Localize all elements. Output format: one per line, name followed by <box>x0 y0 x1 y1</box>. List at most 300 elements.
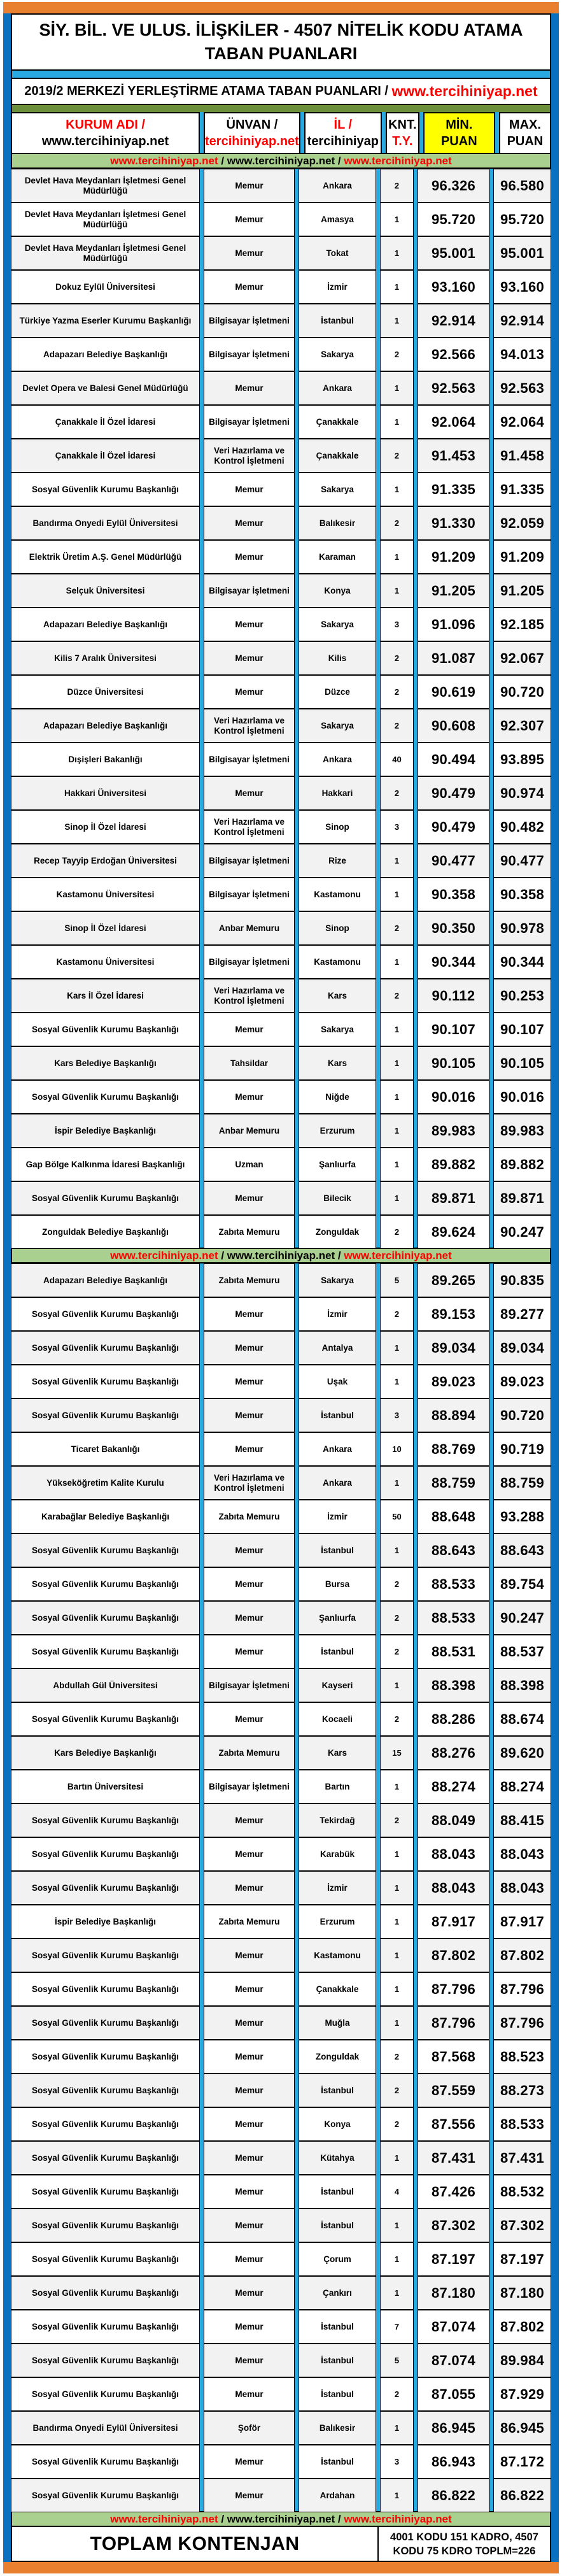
cell-max: 90.358 <box>493 878 551 911</box>
table-row <box>11 1046 551 1080</box>
cell-unvan: Memur <box>204 1534 295 1567</box>
cell-knt: 2 <box>380 709 414 743</box>
cell-il: Kars <box>299 1046 376 1080</box>
cell-kurum: Sosyal Güvenlik Kurumu Başkanlığı <box>11 2445 200 2479</box>
cell-min: 90.344 <box>418 945 489 979</box>
cell-kurum: Sosyal Güvenlik Kurumu Başkanlığı <box>11 2479 200 2512</box>
cell-min: 90.479 <box>418 776 489 810</box>
cell-knt: 5 <box>380 1263 414 1297</box>
www-separator-bar <box>11 2511 551 2527</box>
separator-text: / <box>335 154 344 167</box>
cell-min: 92.914 <box>418 304 489 338</box>
table-row <box>11 1939 551 1972</box>
table-row <box>11 1669 551 1702</box>
cell-unvan: Memur <box>204 2479 295 2512</box>
cell-il: Erzurum <box>299 1114 376 1148</box>
cell-il: Zonguldak <box>299 2040 376 2074</box>
cell-unvan: Memur <box>204 2276 295 2310</box>
separator-text: / <box>218 2512 227 2525</box>
total-quota-label: TOPLAM KONTENJAN <box>11 2526 379 2562</box>
cell-kurum: Selçuk Üniversitesi <box>11 574 200 608</box>
column-header-min-puan <box>423 112 495 154</box>
table-row <box>11 2074 551 2107</box>
cell-unvan: Bilgisayar İşletmeni <box>204 743 295 776</box>
cell-il: İzmir <box>299 1500 376 1534</box>
cell-kurum: Sosyal Güvenlik Kurumu Başkanlığı <box>11 473 200 506</box>
cell-il: Çanakkale <box>299 405 376 439</box>
cell-knt: 2 <box>380 911 414 945</box>
cell-unvan: Veri Hazırlama ve Kontrol İşletmeni <box>204 1466 295 1500</box>
cell-unvan: Veri Hazırlama ve Kontrol İşletmeni <box>204 810 295 844</box>
table-row <box>11 304 551 338</box>
cell-kurum: Sosyal Güvenlik Kurumu Başkanlığı <box>11 1871 200 1905</box>
cell-kurum: Sosyal Güvenlik Kurumu Başkanlığı <box>11 1534 200 1567</box>
column-header-knt <box>386 112 419 154</box>
table-row <box>11 1804 551 1837</box>
cell-max: 88.273 <box>493 2074 551 2107</box>
column-header-il <box>304 112 382 154</box>
cell-il: Rize <box>299 844 376 878</box>
cell-il: Kütahya <box>299 2141 376 2175</box>
cell-knt: 1 <box>380 405 414 439</box>
cell-knt: 1 <box>380 1331 414 1365</box>
cell-knt: 2 <box>380 2107 414 2141</box>
cell-unvan: Memur <box>204 1972 295 2006</box>
cell-min: 90.105 <box>418 1046 489 1080</box>
cell-unvan: Memur <box>204 2445 295 2479</box>
cell-il: Balıkesir <box>299 2411 376 2445</box>
cell-unvan: Memur <box>204 2377 295 2411</box>
cell-min: 89.023 <box>418 1365 489 1398</box>
cell-min: 88.533 <box>418 1601 489 1635</box>
column-header-unvan <box>204 112 300 154</box>
cell-kurum: Devlet Hava Meydanları İşletmesi Genel Müdürlüğü <box>11 236 200 270</box>
cell-unvan: Memur <box>204 2006 295 2040</box>
table-row <box>11 2377 551 2411</box>
table-row <box>11 574 551 608</box>
cell-max: 89.984 <box>493 2344 551 2377</box>
cell-unvan: Memur <box>204 1601 295 1635</box>
cell-kurum: Çanakkale İl Özel İdaresi <box>11 405 200 439</box>
cell-kurum: Adapazarı Belediye Başkanlığı <box>11 709 200 743</box>
cell-knt: 50 <box>380 1500 414 1534</box>
cell-knt: 3 <box>380 608 414 641</box>
cell-unvan: Şoför <box>204 2411 295 2445</box>
cell-kurum: Zonguldak Belediye Başkanlığı <box>11 1215 200 1249</box>
cell-il: Çorum <box>299 2242 376 2276</box>
cell-min: 90.016 <box>418 1080 489 1114</box>
cell-il: Ardahan <box>299 2479 376 2512</box>
cell-unvan: Memur <box>204 1080 295 1114</box>
cell-max: 92.914 <box>493 304 551 338</box>
cell-max: 92.185 <box>493 608 551 641</box>
footer-row <box>11 2526 551 2562</box>
cell-max: 93.160 <box>493 270 551 304</box>
cell-il: Uşak <box>299 1365 376 1398</box>
cell-min: 88.286 <box>418 1702 489 1736</box>
header-max-line2: PUAN <box>507 134 544 148</box>
cell-kurum: Sosyal Güvenlik Kurumu Başkanlığı <box>11 1398 200 1432</box>
cell-max: 88.523 <box>493 2040 551 2074</box>
table-row <box>11 1013 551 1046</box>
cell-unvan: Zabıta Memuru <box>204 1736 295 1770</box>
cell-min: 89.983 <box>418 1114 489 1148</box>
cell-max: 90.344 <box>493 945 551 979</box>
cell-knt: 1 <box>380 1080 414 1114</box>
cell-kurum: Adapazarı Belediye Başkanlığı <box>11 338 200 371</box>
cell-min: 88.643 <box>418 1534 489 1567</box>
cell-max: 88.759 <box>493 1466 551 1500</box>
table-row <box>11 1114 551 1148</box>
cell-il: Zonguldak <box>299 1215 376 1249</box>
separator-text: www.tercihiniyap.net <box>344 2512 452 2525</box>
cell-il: Çankırı <box>299 2276 376 2310</box>
header-knt-line1: KNT. <box>388 118 417 132</box>
cell-min: 87.431 <box>418 2141 489 2175</box>
cell-max: 89.023 <box>493 1365 551 1398</box>
cell-min: 90.479 <box>418 810 489 844</box>
cell-kurum: Dışişleri Bakanlığı <box>11 743 200 776</box>
cell-min: 88.276 <box>418 1736 489 1770</box>
cell-max: 92.064 <box>493 405 551 439</box>
cell-unvan: Bilgisayar İşletmeni <box>204 304 295 338</box>
table-row <box>11 1601 551 1635</box>
header-max-line1: MAX. <box>509 118 541 132</box>
cell-unvan: Memur <box>204 371 295 405</box>
cell-kurum: Sosyal Güvenlik Kurumu Başkanlığı <box>11 1635 200 1669</box>
cell-il: Kars <box>299 979 376 1013</box>
cell-il: Muğla <box>299 2006 376 2040</box>
cell-unvan: Memur <box>204 169 295 203</box>
cell-min: 90.494 <box>418 743 489 776</box>
cell-knt: 1 <box>380 878 414 911</box>
cell-il: Konya <box>299 574 376 608</box>
cell-unvan: Veri Hazırlama ve Kontrol İşletmeni <box>204 439 295 473</box>
cell-knt: 10 <box>380 1432 414 1466</box>
cell-min: 88.769 <box>418 1432 489 1466</box>
cell-il: İzmir <box>299 270 376 304</box>
cell-max: 88.537 <box>493 1635 551 1669</box>
cell-unvan: Zabıta Memuru <box>204 1263 295 1297</box>
header-unvan-line1: ÜNVAN / <box>226 118 278 132</box>
cell-max: 92.059 <box>493 506 551 540</box>
cell-unvan: Memur <box>204 1432 295 1466</box>
cell-max: 94.013 <box>493 338 551 371</box>
cell-kurum: Kars Belediye Başkanlığı <box>11 1736 200 1770</box>
cell-knt: 1 <box>380 1013 414 1046</box>
cell-unvan: Memur <box>204 1939 295 1972</box>
cell-kurum: Adapazarı Belediye Başkanlığı <box>11 1263 200 1297</box>
cell-il: Kars <box>299 1736 376 1770</box>
table-row <box>11 641 551 675</box>
cell-min: 87.556 <box>418 2107 489 2141</box>
cell-il: Hakkari <box>299 776 376 810</box>
cell-kurum: Sosyal Güvenlik Kurumu Başkanlığı <box>11 1331 200 1365</box>
cell-max: 87.302 <box>493 2209 551 2242</box>
cell-unvan: Bilgisayar İşletmeni <box>204 574 295 608</box>
cell-knt: 2 <box>380 1601 414 1635</box>
cell-min: 89.034 <box>418 1331 489 1365</box>
total-quota-note <box>377 2526 551 2562</box>
cell-kurum: Sosyal Güvenlik Kurumu Başkanlığı <box>11 2276 200 2310</box>
subtitle-website-link: www.tercihiniyap.net <box>391 83 538 99</box>
cell-min: 90.107 <box>418 1013 489 1046</box>
cell-il: İzmir <box>299 1297 376 1331</box>
bottom-orange-bar <box>3 2562 559 2573</box>
cell-knt: 1 <box>380 2242 414 2276</box>
cell-knt: 1 <box>380 1148 414 1181</box>
cell-unvan: Bilgisayar İşletmeni <box>204 844 295 878</box>
cell-max: 89.620 <box>493 1736 551 1770</box>
cell-max: 90.719 <box>493 1432 551 1466</box>
cell-unvan: Memur <box>204 1871 295 1905</box>
cell-kurum: Çanakkale İl Özel İdaresi <box>11 439 200 473</box>
cell-max: 88.532 <box>493 2175 551 2209</box>
cell-max: 90.247 <box>493 1215 551 1249</box>
separator-text: www.tercihiniyap.net <box>227 1249 335 1262</box>
cell-il: Ankara <box>299 1432 376 1466</box>
cell-min: 88.531 <box>418 1635 489 1669</box>
cell-max: 90.978 <box>493 911 551 945</box>
cell-knt: 1 <box>380 1871 414 1905</box>
table-row <box>11 945 551 979</box>
cell-max: 87.802 <box>493 1939 551 1972</box>
cell-il: Bartın <box>299 1770 376 1804</box>
cell-unvan: Memur <box>204 540 295 574</box>
cell-il: Kastamonu <box>299 945 376 979</box>
table-row <box>11 2310 551 2344</box>
cell-max: 90.835 <box>493 1263 551 1297</box>
table-row <box>11 2479 551 2512</box>
table-row <box>11 236 551 270</box>
cell-unvan: Veri Hazırlama ve Kontrol İşletmeni <box>204 709 295 743</box>
cell-il: Tokat <box>299 236 376 270</box>
table-row <box>11 1905 551 1939</box>
cell-kurum: Kastamonu Üniversitesi <box>11 878 200 911</box>
cell-knt: 1 <box>380 203 414 236</box>
header-il-line1: İL / <box>334 118 353 132</box>
cell-max: 90.477 <box>493 844 551 878</box>
cell-max: 90.247 <box>493 1601 551 1635</box>
cell-il: Sakarya <box>299 1013 376 1046</box>
table-row <box>11 203 551 236</box>
cell-knt: 1 <box>380 945 414 979</box>
cell-kurum: Sosyal Güvenlik Kurumu Başkanlığı <box>11 1567 200 1601</box>
cell-kurum: Sosyal Güvenlik Kurumu Başkanlığı <box>11 1804 200 1837</box>
cell-il: İstanbul <box>299 2344 376 2377</box>
cell-knt: 2 <box>380 1215 414 1249</box>
blue-frame <box>3 13 559 2562</box>
cell-min: 90.477 <box>418 844 489 878</box>
cell-knt: 2 <box>380 1297 414 1331</box>
cell-unvan: Memur <box>204 1398 295 1432</box>
cell-knt: 1 <box>380 1837 414 1871</box>
cell-knt: 3 <box>380 1398 414 1432</box>
cell-max: 87.172 <box>493 2445 551 2479</box>
cell-il: Kayseri <box>299 1669 376 1702</box>
cell-il: Tekirdağ <box>299 1804 376 1837</box>
cell-max: 87.802 <box>493 2310 551 2344</box>
cell-il: İstanbul <box>299 2074 376 2107</box>
cell-kurum: Sinop İl Özel İdaresi <box>11 810 200 844</box>
cell-max: 87.796 <box>493 2006 551 2040</box>
cell-kurum: Sosyal Güvenlik Kurumu Başkanlığı <box>11 1837 200 1871</box>
cell-kurum: Sosyal Güvenlik Kurumu Başkanlığı <box>11 1601 200 1635</box>
cell-min: 87.796 <box>418 1972 489 2006</box>
cell-unvan: Anbar Memuru <box>204 1114 295 1148</box>
table-row <box>11 2276 551 2310</box>
cell-unvan: Zabıta Memuru <box>204 1500 295 1534</box>
cell-knt: 1 <box>380 1669 414 1702</box>
table-row <box>11 2040 551 2074</box>
cell-min: 91.096 <box>418 608 489 641</box>
cell-il: Antalya <box>299 1331 376 1365</box>
cell-min: 95.001 <box>418 236 489 270</box>
table-row <box>11 1398 551 1432</box>
cell-il: İstanbul <box>299 1534 376 1567</box>
cell-il: Sakarya <box>299 338 376 371</box>
cell-kurum: Sosyal Güvenlik Kurumu Başkanlığı <box>11 2107 200 2141</box>
table-row <box>11 1972 551 2006</box>
cell-min: 90.350 <box>418 911 489 945</box>
cell-kurum: Sosyal Güvenlik Kurumu Başkanlığı <box>11 2006 200 2040</box>
top-orange-bar <box>3 2 559 13</box>
cell-knt: 2 <box>380 2377 414 2411</box>
cell-min: 93.160 <box>418 270 489 304</box>
cell-il: Kilis <box>299 641 376 675</box>
table-row <box>11 1635 551 1669</box>
cell-min: 87.426 <box>418 2175 489 2209</box>
cell-kurum: Karabağlar Belediye Başkanlığı <box>11 1500 200 1534</box>
cell-unvan: Uzman <box>204 1148 295 1181</box>
cell-il: Çanakkale <box>299 1972 376 2006</box>
cell-kurum: Hakkari Üniversitesi <box>11 776 200 810</box>
table-header-row <box>11 112 551 154</box>
cell-kurum: Sosyal Güvenlik Kurumu Başkanlığı <box>11 2242 200 2276</box>
cell-max: 91.458 <box>493 439 551 473</box>
cell-unvan: Bilgisayar İşletmeni <box>204 405 295 439</box>
cell-min: 88.398 <box>418 1669 489 1702</box>
cell-max: 93.895 <box>493 743 551 776</box>
cell-knt: 5 <box>380 2344 414 2377</box>
table-row <box>11 1148 551 1181</box>
cell-unvan: Bilgisayar İşletmeni <box>204 945 295 979</box>
cell-knt: 1 <box>380 2479 414 2512</box>
table-row <box>11 2209 551 2242</box>
cell-il: Sinop <box>299 810 376 844</box>
cell-min: 91.330 <box>418 506 489 540</box>
cell-min: 88.894 <box>418 1398 489 1432</box>
cell-knt: 1 <box>380 304 414 338</box>
cell-unvan: Memur <box>204 2074 295 2107</box>
cell-knt: 1 <box>380 2411 414 2445</box>
cell-min: 91.453 <box>418 439 489 473</box>
cell-knt: 1 <box>380 844 414 878</box>
cell-max: 91.209 <box>493 540 551 574</box>
cell-knt: 2 <box>380 2074 414 2107</box>
cell-max: 91.205 <box>493 574 551 608</box>
cell-min: 95.720 <box>418 203 489 236</box>
cell-knt: 1 <box>380 1114 414 1148</box>
cell-il: Balıkesir <box>299 506 376 540</box>
cell-unvan: Memur <box>204 2344 295 2377</box>
cell-min: 90.619 <box>418 675 489 709</box>
cell-kurum: Kilis 7 Aralık Üniversitesi <box>11 641 200 675</box>
cell-il: Konya <box>299 2107 376 2141</box>
cell-il: Karabük <box>299 1837 376 1871</box>
cell-max: 87.796 <box>493 1972 551 2006</box>
cell-kurum: Sosyal Güvenlik Kurumu Başkanlığı <box>11 1013 200 1046</box>
cell-min: 87.917 <box>418 1905 489 1939</box>
header-unvan-line2: tercihiniyap.net <box>205 134 299 148</box>
cell-il: Bilecik <box>299 1181 376 1215</box>
cell-unvan: Tahsildar <box>204 1046 295 1080</box>
cell-knt: 1 <box>380 371 414 405</box>
cell-knt: 7 <box>380 2310 414 2344</box>
cell-min: 89.624 <box>418 1215 489 1249</box>
cell-kurum: Sosyal Güvenlik Kurumu Başkanlığı <box>11 2310 200 2344</box>
cell-max: 89.277 <box>493 1297 551 1331</box>
cell-il: İstanbul <box>299 2310 376 2344</box>
table-row <box>11 1331 551 1365</box>
cell-knt: 1 <box>380 540 414 574</box>
cell-min: 89.871 <box>418 1181 489 1215</box>
table-row <box>11 1871 551 1905</box>
cell-il: Kocaeli <box>299 1702 376 1736</box>
table-row <box>11 270 551 304</box>
cell-min: 87.055 <box>418 2377 489 2411</box>
cell-min: 87.796 <box>418 2006 489 2040</box>
table-row <box>11 1770 551 1804</box>
cell-min: 87.074 <box>418 2344 489 2377</box>
cell-min: 88.043 <box>418 1837 489 1871</box>
cell-min: 88.533 <box>418 1567 489 1601</box>
cell-kurum: Sosyal Güvenlik Kurumu Başkanlığı <box>11 1297 200 1331</box>
cell-knt: 1 <box>380 574 414 608</box>
cell-kurum: Sosyal Güvenlik Kurumu Başkanlığı <box>11 2175 200 2209</box>
cell-il: Ankara <box>299 371 376 405</box>
table-row <box>11 439 551 473</box>
cell-min: 92.563 <box>418 371 489 405</box>
header-min-line2: PUAN <box>440 134 477 148</box>
cell-min: 96.326 <box>418 169 489 203</box>
cell-unvan: Memur <box>204 1181 295 1215</box>
cell-il: İzmir <box>299 1871 376 1905</box>
table-row <box>11 878 551 911</box>
cell-il: Çanakkale <box>299 439 376 473</box>
table-row <box>11 506 551 540</box>
table-row <box>11 743 551 776</box>
table-row <box>11 2242 551 2276</box>
separator-text: www.tercihiniyap.net <box>110 1249 218 1262</box>
cell-knt: 2 <box>380 1635 414 1669</box>
cell-min: 90.358 <box>418 878 489 911</box>
cell-knt: 2 <box>380 1804 414 1837</box>
cell-knt: 1 <box>380 1046 414 1080</box>
cell-max: 87.197 <box>493 2242 551 2276</box>
cell-unvan: Memur <box>204 1837 295 1871</box>
cell-max: 90.253 <box>493 979 551 1013</box>
table-row <box>11 2445 551 2479</box>
cell-knt: 1 <box>380 1466 414 1500</box>
cell-unvan: Memur <box>204 270 295 304</box>
cell-max: 88.274 <box>493 1770 551 1804</box>
separator-text: / <box>218 154 227 167</box>
table-row <box>11 709 551 743</box>
cell-min: 91.209 <box>418 540 489 574</box>
table-row <box>11 405 551 439</box>
www-separator-bar <box>11 153 551 169</box>
